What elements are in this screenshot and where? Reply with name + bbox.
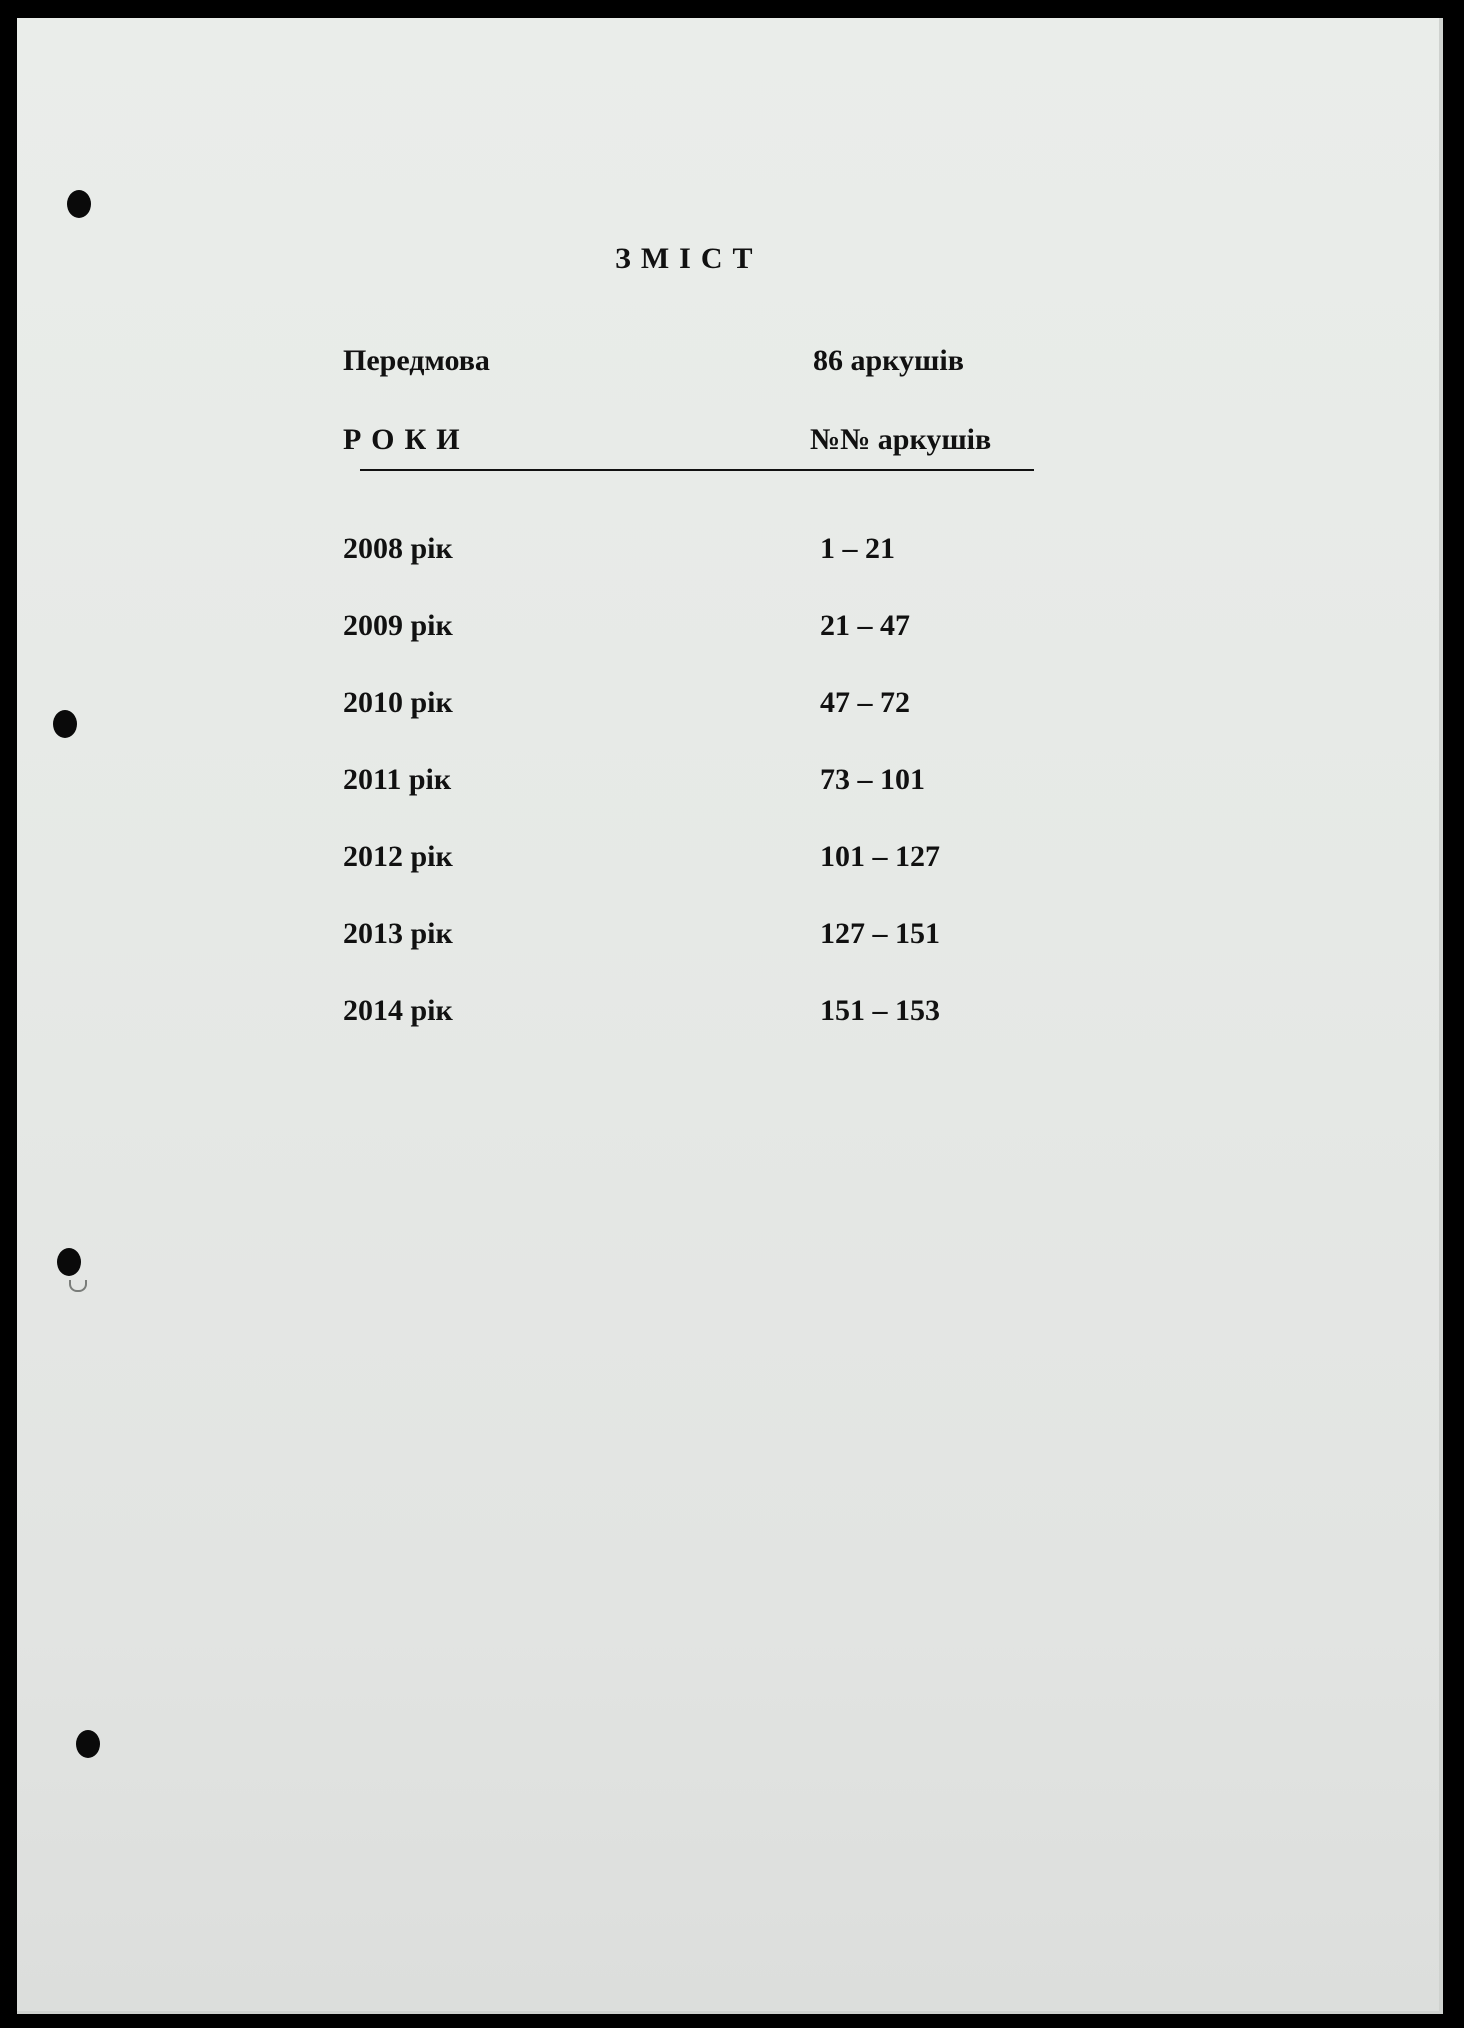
row-year: 2010 рік [343,686,453,719]
row-year: 2008 рік [343,532,453,565]
row-year: 2009 рік [343,609,453,642]
preface-label: Передмова [343,344,490,377]
row-sheets: 1 – 21 [820,532,895,565]
punch-hole-1 [67,190,91,218]
punch-hole-2 [53,710,77,738]
row-sheets: 101 – 127 [820,840,940,873]
row-sheets: 127 – 151 [820,917,940,950]
paper-sheet [17,18,1443,2014]
pencil-mark [69,1280,87,1292]
page-title: ЗМІСТ [615,242,763,275]
preface-value: 86 аркушів [813,344,964,377]
header-years: РОКИ [343,423,470,456]
row-year: 2012 рік [343,840,453,873]
row-sheets: 151 – 153 [820,994,940,1027]
header-sheet-numbers: №№ аркушів [810,423,992,456]
header-underline [360,469,1034,471]
row-sheets: 21 – 47 [820,609,910,642]
row-year: 2011 рік [343,763,452,796]
row-year: 2014 рік [343,994,453,1027]
row-sheets: 47 – 72 [820,686,910,719]
row-sheets: 73 – 101 [820,763,925,796]
punch-hole-4 [76,1730,100,1758]
row-year: 2013 рік [343,917,453,950]
punch-hole-3 [57,1248,81,1276]
